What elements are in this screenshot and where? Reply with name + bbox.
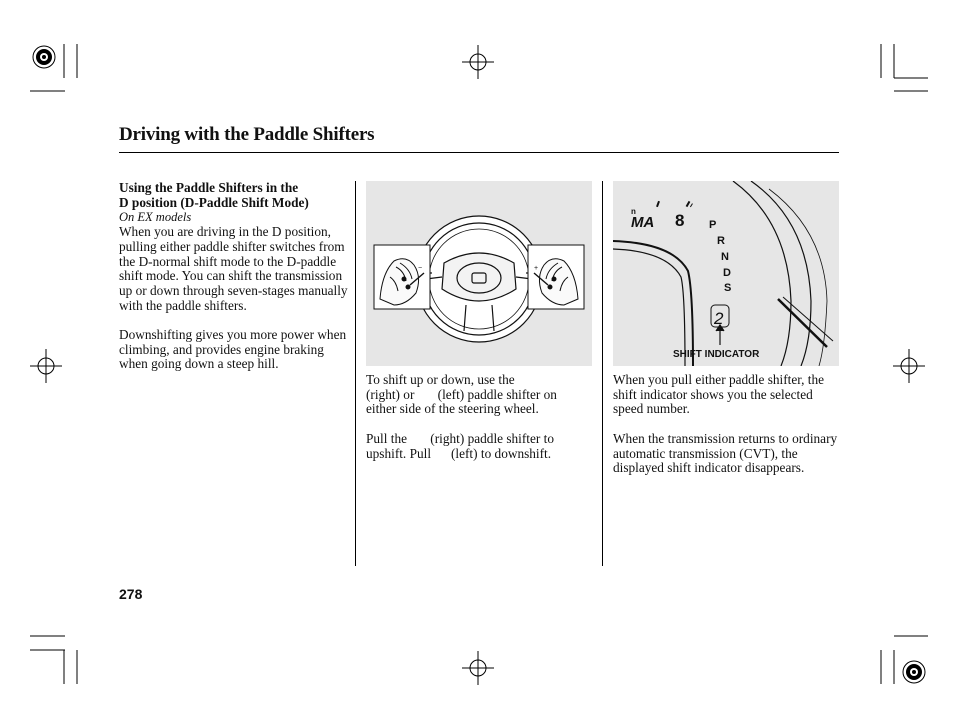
gear-r: R	[717, 235, 725, 247]
steering-wheel-illustration	[366, 181, 592, 366]
col3-paragraph-2: When the transmission returns to ordinary automatic transmission (CVT), the displayed shift indicator disappears.	[613, 430, 838, 476]
column-2	[366, 373, 590, 461]
title-rule	[119, 152, 839, 153]
gauge-digit-8: 8	[675, 211, 685, 230]
right-shifter-mark: +	[534, 265, 539, 272]
gauge-label-ma: MA	[631, 214, 655, 231]
col2-line-4a: Pull the	[366, 430, 408, 446]
section-heading-line2: D position (D-Paddle Shift Mode)	[119, 194, 309, 210]
gear-s: S	[724, 282, 732, 294]
col2-line-2a: (right) or	[366, 386, 415, 402]
gear-n: N	[721, 251, 729, 263]
col2-line-3: either side of the steering wheel.	[366, 401, 539, 417]
paragraph-1: When you are driving in the D position, pulling either paddle shifter switches from the D-normal shift mode to the D-paddle shift mode. You can shift the transmission up or down through seven-stages manually with the paddle shifters.	[119, 224, 348, 313]
model-note: On EX models	[119, 210, 192, 225]
steering-wheel-figure	[366, 181, 592, 366]
shift-indicator-figure	[613, 181, 839, 366]
gauge-label-n: n	[631, 207, 636, 216]
shift-indicator-callout: SHIFT INDICATOR	[673, 349, 760, 360]
gear-d: D	[723, 267, 731, 279]
page-title: Driving with the Paddle Shifters	[119, 124, 375, 145]
col2-line-5a: upshift. Pull	[366, 445, 432, 461]
col3-paragraph-1: When you pull either paddle shifter, the shift indicator shows you the selected speed number.	[613, 372, 825, 417]
col2-line-4b: (right) paddle shifter to	[430, 430, 554, 446]
column-1	[119, 181, 351, 372]
col2-line-5b: (left) to downshift.	[450, 445, 552, 461]
gauge-illustration	[613, 181, 839, 366]
paragraph-2: Downshifting gives you more power when climbing, and provides engine braking when going down a steep hill.	[119, 327, 347, 372]
col2-line-2b: (left) paddle shifter on	[437, 386, 557, 402]
shift-indicator-digit: 2	[714, 309, 724, 328]
left-shifter-mark: −	[418, 265, 423, 272]
column-3	[613, 373, 839, 476]
col2-line-1: To shift up or down, use the	[366, 372, 515, 387]
gear-p: P	[709, 219, 717, 231]
page-number: 278	[119, 586, 143, 602]
section-heading-line1: Using the Paddle Shifters in the	[119, 180, 299, 195]
column-divider-2	[602, 181, 603, 566]
column-divider-1	[355, 181, 356, 566]
